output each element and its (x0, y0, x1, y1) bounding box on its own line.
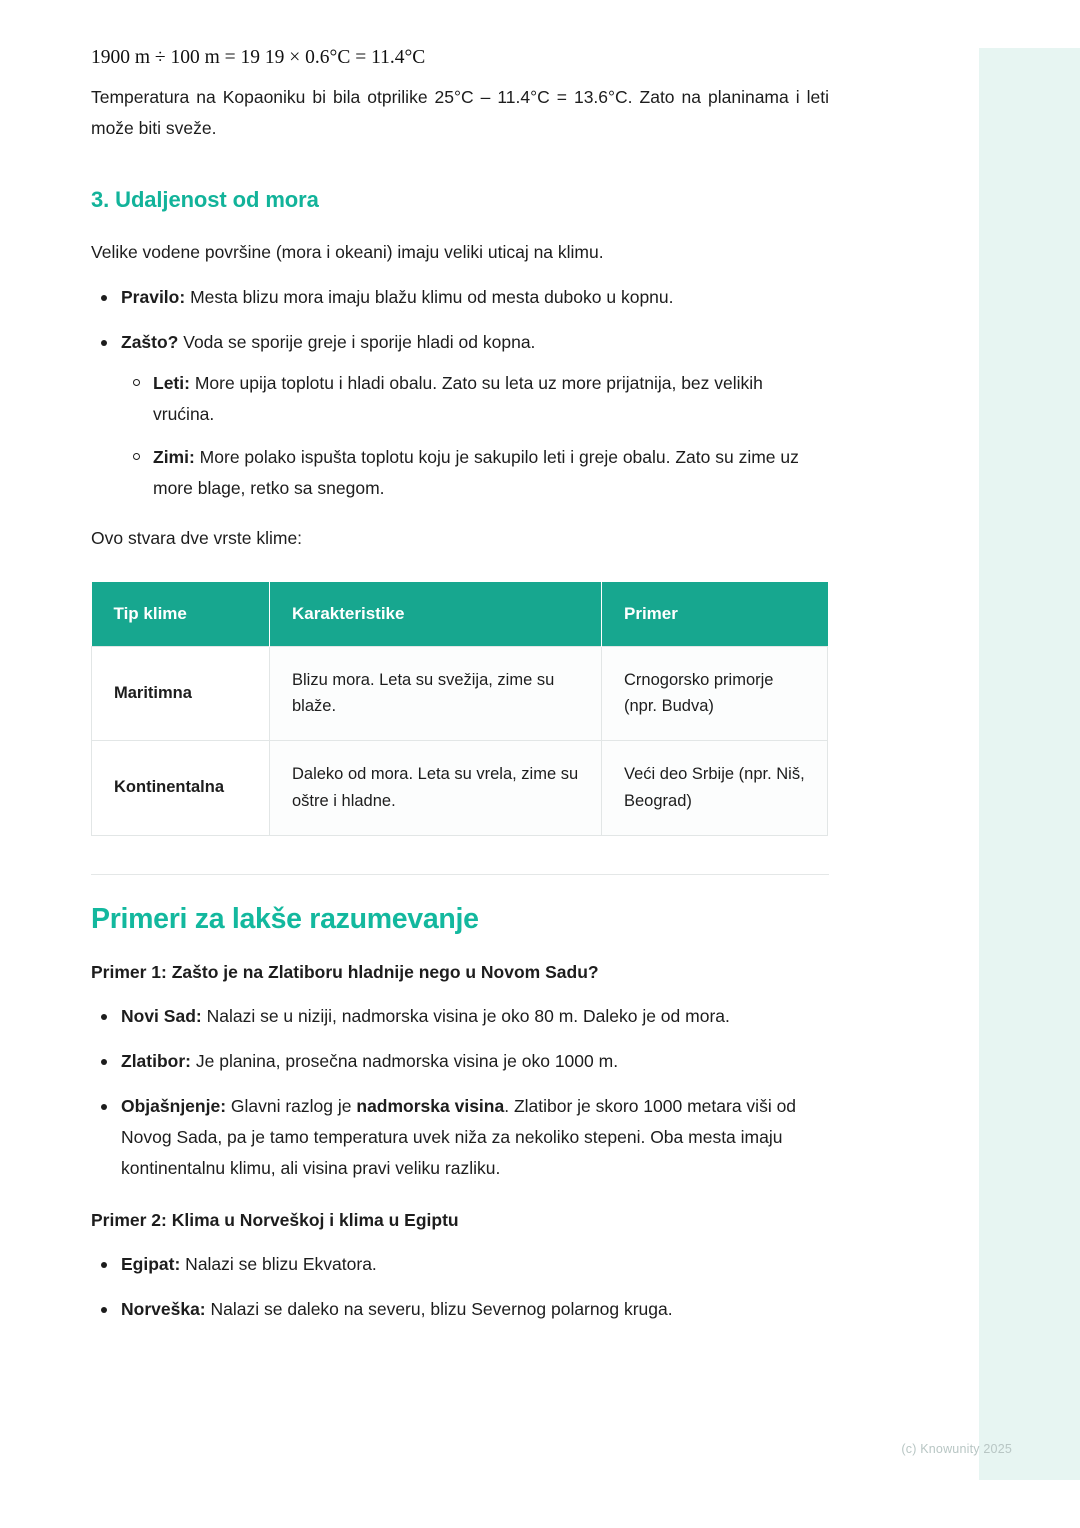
bullet-text: Nalazi se u niziji, nadmorska visina je oko 80 m. Daleko je od mora. (201, 1005, 730, 1026)
page-side-strip-gap (972, 48, 979, 1480)
table-row (92, 646, 828, 740)
table-header-primer: Primer (602, 582, 828, 647)
table-cell-primer: Veći deo Srbije (npr. Niš, Beograd) (602, 741, 828, 835)
list-item (121, 1001, 829, 1032)
table-lead-paragraph: Ovo stvara dve vrste klime: (91, 527, 303, 548)
list-item (121, 327, 829, 505)
section3-sub-bullet-list (121, 368, 829, 505)
bullet-label: Norveška: (121, 1299, 206, 1320)
table-header-karakteristike: Karakteristike (270, 582, 602, 647)
bullet-label: Objašnjenje: (121, 1095, 227, 1116)
bullet-label: Egipat: (121, 1254, 181, 1275)
example-1-bullet-list (91, 1001, 829, 1185)
document-content (91, 44, 829, 1340)
bullet-text: Nalazi se blizu Ekvatora. (180, 1254, 377, 1275)
bullet-text-before: Glavni razlog je (226, 1095, 357, 1116)
list-item (153, 368, 829, 430)
example-2-heading: Primer 2: Klima u Norveškoj i klima u Egiptu (91, 1210, 459, 1231)
list-item (121, 282, 829, 313)
sub-bullet-text: More upija toplotu i hladi obalu. Zato su leta uz more prijatnija, bez velikih vrućina. (153, 372, 763, 425)
table-cell-primer: Crnogorsko primorje (npr. Budva) (602, 646, 828, 740)
sub-bullet-label: Zimi: (153, 447, 195, 468)
section-lead-paragraph: Velike vodene površine (mora i okeani) imaju veliki uticaj na klimu. (91, 241, 604, 262)
bullet-text-after: . Zlatibor je skoro 1000 metara viši od Novog Sada, pa je tamo temperatura uvek niža za nekoliko stepeni. Oba mesta imaju kontinentalnu klimu, ali visina pravi veliku razliku. (121, 1095, 797, 1179)
section-heading-udaljenost: 3. Udaljenost od mora (91, 186, 319, 212)
bullet-label: Novi Sad: (121, 1005, 202, 1026)
bullet-text: Mesta blizu mora imaju blažu klimu od mesta duboko u kopnu. (185, 286, 674, 307)
sub-bullet-text: More polako ispušta toplotu koju je sakupilo leti i greje obalu. Zato su zime uz more blage, retko sa snegom. (153, 447, 799, 499)
table-header-row (92, 582, 828, 647)
table-cell-karakteristike: Daleko od mora. Leta su vrela, zime su oštre i hladne. (270, 741, 602, 835)
page-side-strip (972, 48, 1080, 1480)
klima-table (91, 582, 828, 836)
bullet-text: Je planina, prosečna nadmorska visina je oko 1000 m. (191, 1050, 619, 1071)
table-cell-tip: Maritimna (92, 646, 270, 740)
watermark: (c) Knowunity 2025 (901, 1442, 1012, 1456)
section3-bullet-list (91, 282, 829, 505)
section-divider (91, 874, 829, 875)
table-cell-karakteristike: Blizu mora. Leta su svežija, zime su blaže. (270, 646, 602, 740)
sub-bullet-label: Leti: (153, 372, 190, 393)
formula-line: 1900 m ÷ 100 m = 19 19 × 0.6°C = 11.4°C (91, 47, 426, 68)
bullet-text: Voda se sporije greje i sporije hladi od kopna. (178, 331, 536, 352)
bullet-label: Zlatibor: (121, 1050, 191, 1071)
bullet-text: Nalazi se daleko na severu, blizu Severnog polarnog kruga. (205, 1299, 673, 1320)
example-1-heading: Primer 1: Zašto je na Zlatiboru hladnije nego u Novom Sadu? (91, 961, 599, 982)
bullet-label: Zašto? (121, 331, 179, 352)
list-item (121, 1091, 829, 1184)
list-item (121, 1046, 829, 1077)
bullet-label: Pravilo: (121, 286, 186, 307)
list-item (153, 442, 829, 504)
examples-heading: Primeri za lakše razumevanje (91, 902, 479, 935)
table-cell-tip: Kontinentalna (92, 741, 270, 835)
list-item (121, 1294, 829, 1325)
bullet-emphasis: nadmorska visina (356, 1095, 505, 1116)
list-item (121, 1249, 829, 1280)
intro-paragraph: Temperatura na Kopaoniku bi bila otprilike 25°C – 11.4°C = 13.6°C. Zato na planinama i leti može biti sveže. (91, 87, 829, 139)
table-header-tip-klime: Tip klime (92, 582, 270, 647)
example-2-bullet-list (91, 1249, 829, 1325)
table-row (92, 741, 828, 835)
